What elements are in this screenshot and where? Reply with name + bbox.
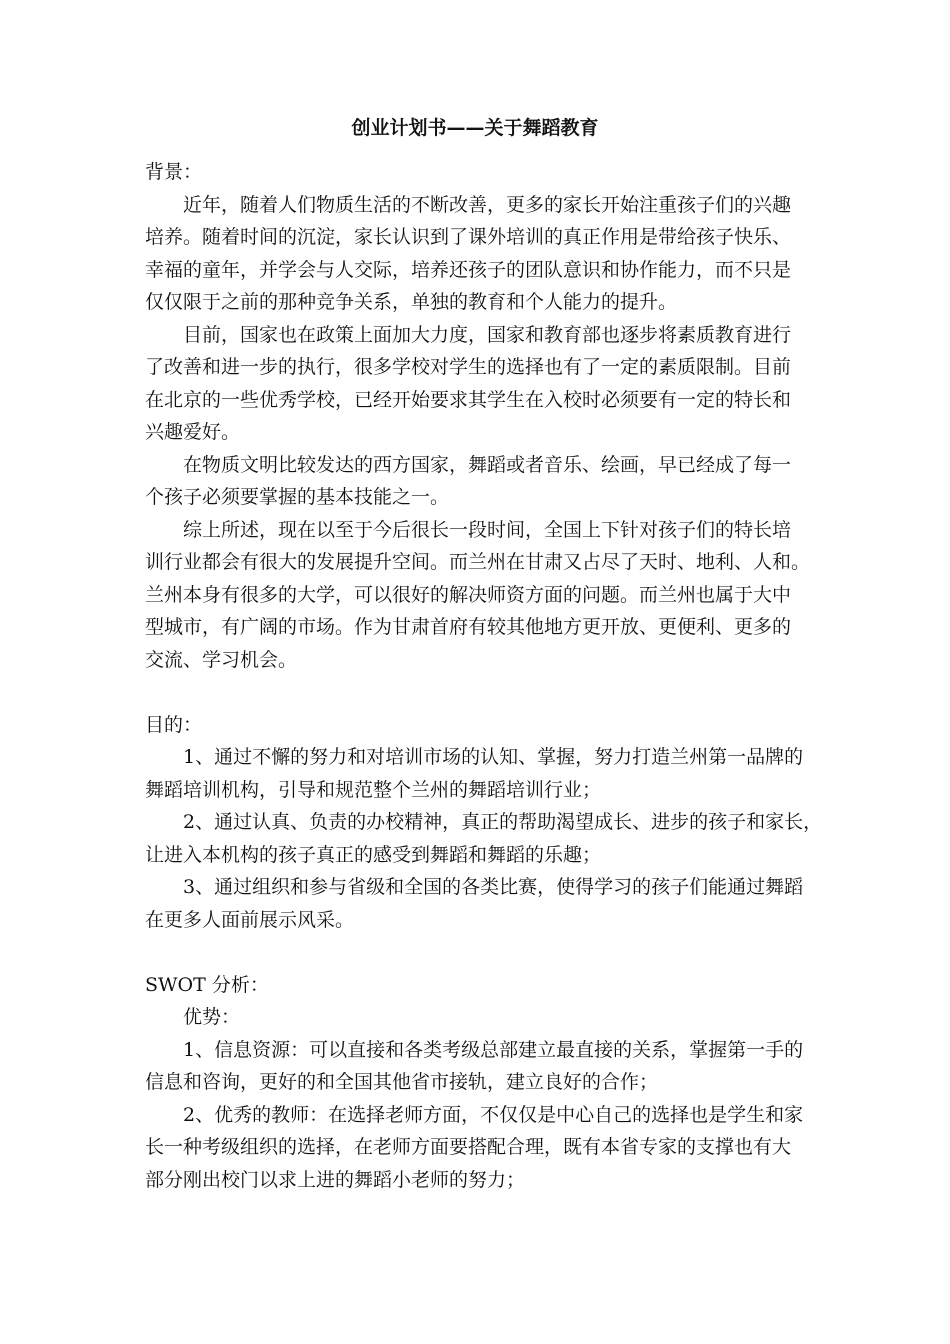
section-heading-swot: SWOT 分析： bbox=[145, 973, 269, 996]
section-heading-purpose: 目的： bbox=[145, 713, 203, 736]
document-body bbox=[145, 156, 823, 1196]
paragraph-line: 型城市，有广阔的市场。作为甘肃首府有较其他地方更开放、更便利、更多的 bbox=[145, 616, 792, 638]
paragraph-line: 培养。随着时间的沉淀，家长认识到了课外培训的真正作用是带给孩子快乐、 bbox=[145, 226, 792, 248]
section-heading-background: 背景： bbox=[145, 161, 203, 183]
paragraph-line: 了改善和进一步的执行，很多学校对学生的选择也有了一定的素质限制。目前 bbox=[145, 356, 792, 378]
paragraph-line: 训行业都会有很大的发展提升空间。而兰州在甘肃又占尽了天时、地利、人和。 bbox=[145, 551, 811, 573]
list-item-line: 部分刚出校门以求上进的舞蹈小老师的努力； bbox=[145, 1168, 526, 1191]
paragraph-line: 幸福的童年，并学会与人交际，培养还孩子的团队意识和协作能力，而不只是 bbox=[145, 258, 792, 281]
list-item-line: 2、通过认真、负责的办校精神，真正的帮助渴望成长、进步的孩子和家长， bbox=[183, 811, 823, 833]
blank-line bbox=[145, 936, 807, 969]
list-item-line: 舞蹈培训机构，引导和规范整个兰州的舞蹈培训行业； bbox=[145, 778, 602, 801]
list-item-line: 1、信息资源：可以直接和各类考级总部建立最直接的关系，掌握第一手的 bbox=[183, 1038, 804, 1061]
paragraph-line: 在北京的一些优秀学校，已经开始要求其学生在入校时必须要有一定的特长和 bbox=[145, 388, 792, 411]
paragraph-line: 目前，国家也在政策上面加大力度，国家和教育部也逐步将素质教育进行 bbox=[183, 323, 792, 346]
paragraph-line: 综上所述，现在以至于今后很长一段时间，全国上下针对孩子们的特长培 bbox=[183, 518, 792, 541]
list-item-line: 2、优秀的教师：在选择老师方面，不仅仅是中心自己的选择也是学生和家 bbox=[183, 1103, 804, 1126]
list-item-line: 让进入本机构的孩子真正的感受到舞蹈和舞蹈的乐趣； bbox=[145, 843, 602, 866]
paragraph-line: 在物质文明比较发达的西方国家，舞蹈或者音乐、绘画，早已经成了每一 bbox=[183, 453, 792, 476]
list-item-line: 信息和咨询，更好的和全国其他省市接轨，建立良好的合作； bbox=[145, 1071, 659, 1093]
list-item-line: 1、通过不懈的努力和对培训市场的认知、掌握，努力打造兰州第一品牌的 bbox=[183, 746, 804, 768]
subheading-strengths: 优势： bbox=[183, 1006, 241, 1028]
paragraph-line: 交流、学习机会。 bbox=[145, 648, 298, 671]
paragraph-line: 兰州本身有很多的大学，可以很好的解决师资方面的问题。而兰州也属于大中 bbox=[145, 583, 792, 606]
paragraph-line: 仅仅限于之前的那种竞争关系，单独的教育和个人能力的提升。 bbox=[145, 291, 678, 313]
list-item-line: 3、通过组织和参与省级和全国的各类比赛，使得学习的孩子们能通过舞蹈 bbox=[183, 876, 804, 898]
paragraph-line: 近年，随着人们物质生活的不断改善，更多的家长开始注重孩子们的兴趣 bbox=[183, 193, 792, 216]
paragraph-line: 兴趣爱好。 bbox=[145, 421, 241, 443]
list-item-line: 在更多人面前展示风采。 bbox=[145, 908, 355, 931]
paragraph-line: 个孩子必须要掌握的基本技能之一。 bbox=[145, 486, 450, 508]
blank-line bbox=[145, 676, 807, 709]
document-title: 创业计划书——关于舞蹈教育 bbox=[351, 117, 599, 139]
list-item-line: 长一种考级组织的选择，在老师方面要搭配合理，既有本省专家的支撑也有大 bbox=[145, 1136, 792, 1158]
